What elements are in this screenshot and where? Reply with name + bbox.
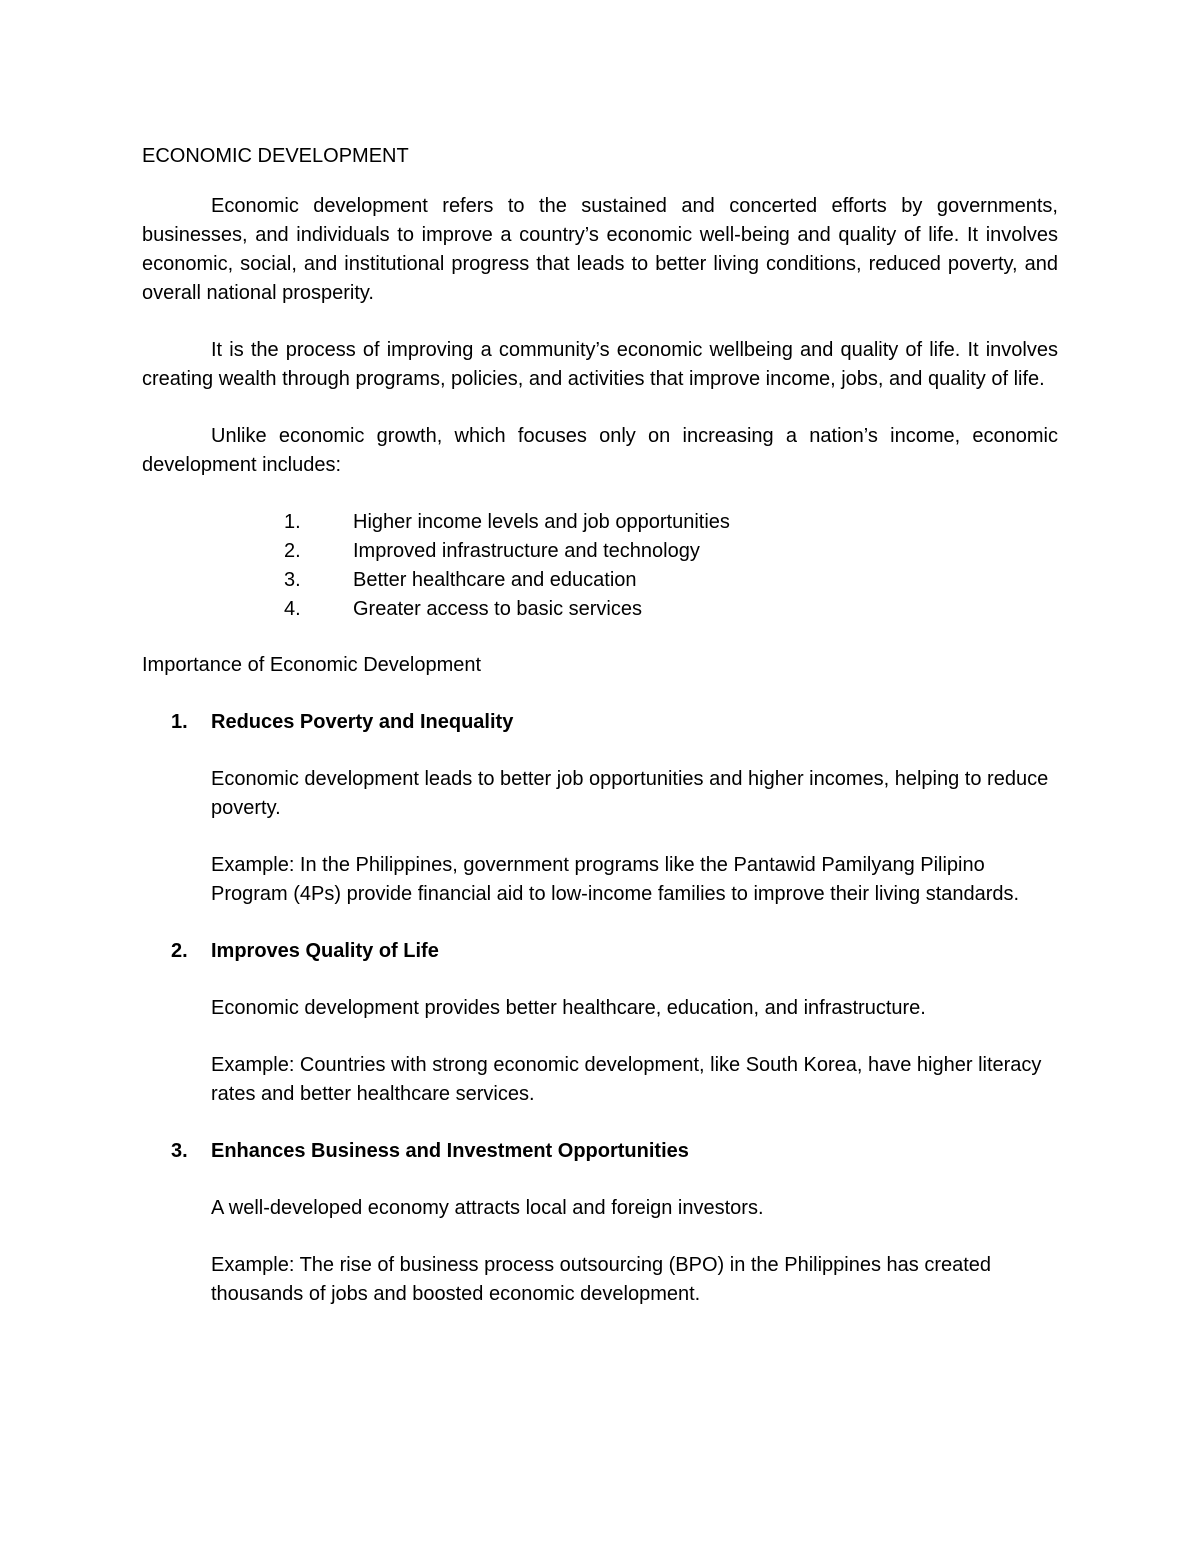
importance-item-number: 3. — [171, 1140, 188, 1162]
intro-paragraph-2: It is the process of improving a community’s economic wellbeing and quality of life. It involves creating wealth through programs, policies, and activities that improve income, jobs, and quality of life. — [142, 339, 1058, 390]
intro-paragraph-3: Unlike economic growth, which focuses only on increasing a nation’s income, economic development includes: — [142, 425, 1058, 476]
list-item-text: Better healthcare and education — [353, 569, 637, 591]
importance-item-3 — [142, 1137, 1058, 1309]
importance-item-number: 1. — [171, 711, 188, 733]
importance-item-description: Economic development provides better healthcare, education, and infrastructure. — [211, 997, 926, 1019]
importance-item-heading — [142, 937, 1058, 966]
list-item-number: 4. — [284, 598, 301, 620]
list-item-text: Higher income levels and job opportunities — [353, 511, 730, 533]
importance-item-description: A well-developed economy attracts local and foreign investors. — [211, 1197, 764, 1219]
importance-heading: Importance of Economic Development — [142, 654, 482, 676]
intro-paragraph-1: Economic development refers to the sustained and concerted efforts by governments, businesses, and individuals to improve a country’s economic well-being and quality of life. It involves economic, social, and institutional progress that leads to better living conditions, reduced poverty, and overall national prosperity. — [142, 195, 1058, 304]
list-item — [142, 537, 1058, 566]
importance-item-title: Enhances Business and Investment Opportunities — [211, 1140, 689, 1162]
list-item-text: Improved infrastructure and technology — [353, 540, 700, 562]
importance-item-body — [211, 765, 1058, 909]
importance-item-description: Economic development leads to better job opportunities and higher incomes, helping to reduce poverty. — [211, 768, 1049, 819]
list-item-number: 3. — [284, 569, 301, 591]
list-item-number: 1. — [284, 511, 301, 533]
importance-item-1 — [142, 708, 1058, 909]
importance-item-body — [211, 1194, 1058, 1309]
importance-item-example: Example: Countries with strong economic development, like South Korea, have higher literacy rates and better healthcare services. — [211, 1054, 1042, 1105]
list-item-number: 2. — [284, 540, 301, 562]
importance-item-2 — [142, 937, 1058, 1109]
importance-item-example: Example: In the Philippines, government programs like the Pantawid Pamilyang Pilipino Program (4Ps) provide financial aid to low-income families to improve their living standards. — [211, 854, 1020, 905]
includes-list — [142, 508, 1058, 624]
document-title: ECONOMIC DEVELOPMENT — [142, 145, 409, 167]
importance-item-heading — [142, 1137, 1058, 1166]
list-item — [142, 566, 1058, 595]
list-item — [142, 508, 1058, 537]
list-item — [142, 595, 1058, 624]
importance-item-heading — [142, 708, 1058, 737]
importance-item-body — [211, 994, 1058, 1109]
importance-item-title: Reduces Poverty and Inequality — [211, 711, 514, 733]
list-item-text: Greater access to basic services — [353, 598, 642, 620]
importance-item-title: Improves Quality of Life — [211, 940, 439, 962]
importance-item-number: 2. — [171, 940, 188, 962]
importance-item-example: Example: The rise of business process outsourcing (BPO) in the Philippines has created thousands of jobs and boosted economic development. — [211, 1254, 992, 1305]
document-page — [142, 142, 1058, 1337]
